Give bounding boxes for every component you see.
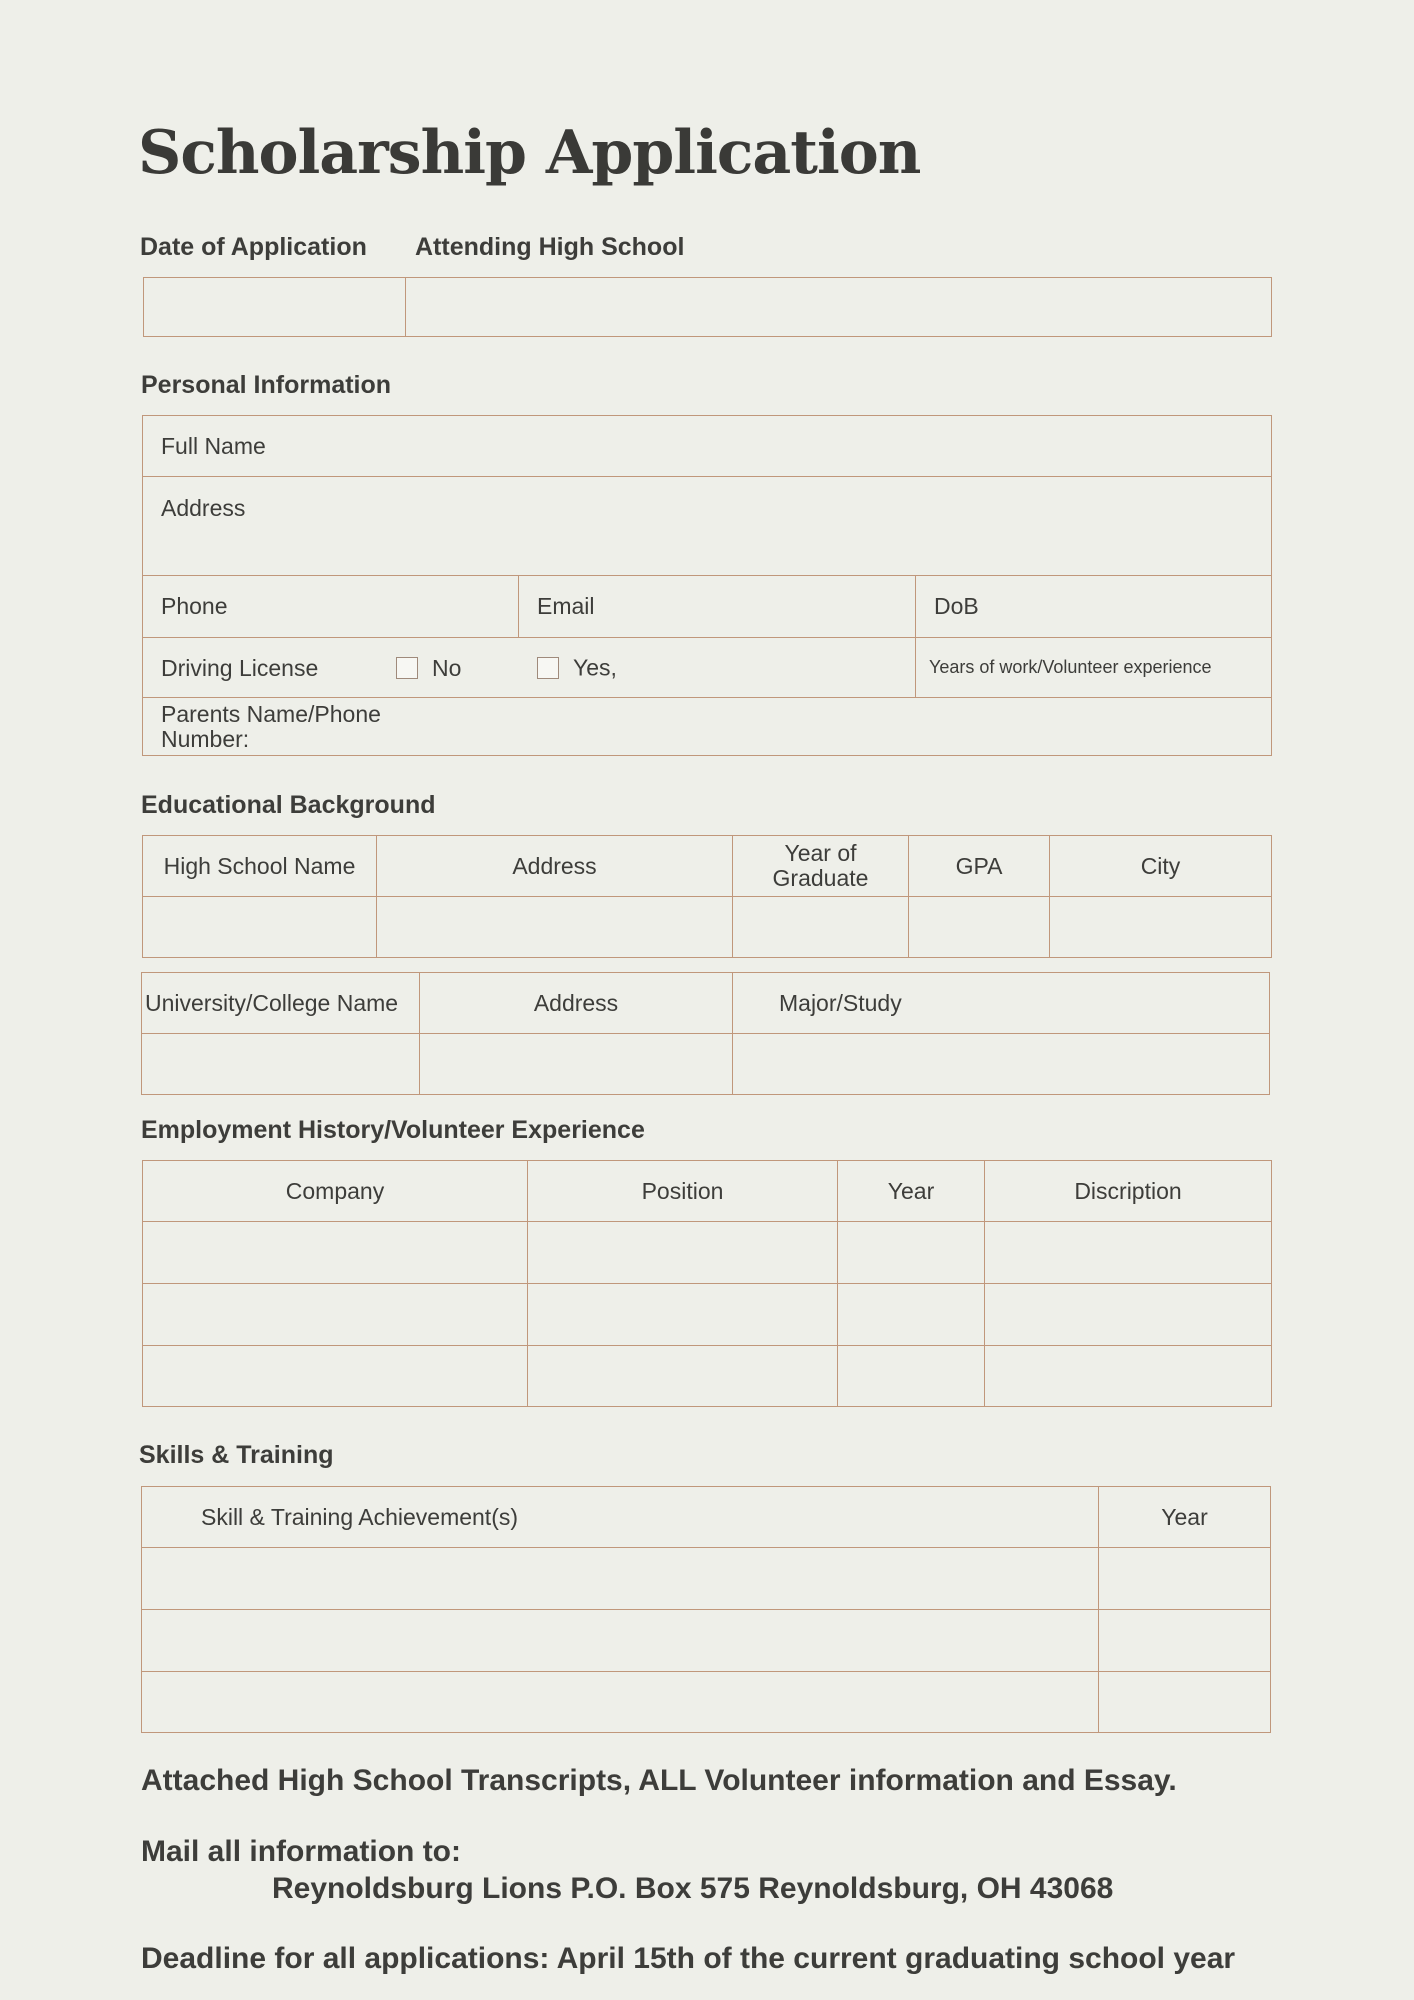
emp-company-cell[interactable] [143, 1346, 528, 1407]
years-experience-label: Years of work/Volunteer experience [929, 657, 1212, 677]
personal-information-heading: Personal Information [141, 371, 392, 399]
emp-company-cell[interactable] [143, 1284, 528, 1346]
skills-training-heading: Skills & Training [139, 1441, 334, 1469]
hs-col-address: Address [377, 836, 733, 897]
parents-label: Parents Name/Phone Number: [161, 700, 381, 752]
emp-col-year: Year [838, 1161, 985, 1222]
page-title: Scholarship Application [138, 118, 921, 188]
deadline-note: Deadline for all applications: April 15th of the current graduating school year [141, 1942, 1236, 1975]
yes-label: Yes, [573, 654, 617, 681]
uni-name-cell[interactable] [142, 1034, 420, 1095]
header-fields-table [143, 277, 1272, 337]
hs-col-year-of-graduate [733, 836, 909, 897]
dob-label: DoB [934, 593, 979, 619]
driving-license-label: Driving License [161, 654, 319, 681]
emp-year-cell[interactable] [838, 1284, 985, 1346]
hs-year-cell[interactable] [733, 897, 909, 958]
address-label: Address [161, 495, 246, 521]
yes-checkbox[interactable] [537, 657, 559, 679]
skills-table [141, 1486, 1271, 1733]
uni-major-cell[interactable] [733, 1034, 1270, 1095]
hs-address-cell[interactable] [377, 897, 733, 958]
email-label: Email [537, 593, 595, 619]
no-label: No [432, 654, 462, 681]
attending-high-school-label: Attending High School [415, 233, 685, 261]
dob-field[interactable] [916, 576, 1272, 638]
emp-description-cell[interactable] [985, 1284, 1272, 1346]
attachments-note: Attached High School Transcripts, ALL Volunteer information and Essay. [141, 1764, 1177, 1797]
emp-year-cell[interactable] [838, 1346, 985, 1407]
skill-achievement-cell[interactable] [142, 1672, 1099, 1733]
hs-col-city: City [1050, 836, 1272, 897]
emp-description-cell[interactable] [985, 1346, 1272, 1407]
emp-year-cell[interactable] [838, 1222, 985, 1284]
driving-license-field [143, 638, 916, 698]
skill-achievement-cell[interactable] [142, 1610, 1099, 1672]
no-checkbox[interactable] [396, 657, 418, 679]
employment-table [142, 1160, 1272, 1407]
table-row [142, 1548, 1271, 1610]
phone-label: Phone [161, 593, 228, 619]
emp-position-cell[interactable] [528, 1284, 838, 1346]
emp-col-company: Company [143, 1161, 528, 1222]
mail-to-label: Mail all information to: [141, 1835, 461, 1868]
table-row [142, 1672, 1271, 1733]
table-row [143, 1222, 1272, 1284]
skill-year-cell[interactable] [1099, 1672, 1271, 1733]
phone-field[interactable] [143, 576, 519, 638]
date-of-application-field[interactable] [144, 278, 406, 337]
parents-field[interactable] [143, 698, 1272, 756]
uni-col-name: University/College Name [142, 973, 420, 1034]
address-field[interactable] [143, 477, 1272, 576]
email-field[interactable] [519, 576, 916, 638]
mail-address: Reynoldsburg Lions P.O. Box 575 Reynoldsburg, OH 43068 [272, 1872, 1114, 1905]
emp-position-cell[interactable] [528, 1222, 838, 1284]
hs-gpa-cell[interactable] [909, 897, 1050, 958]
hs-col-high-school-name: High School Name [143, 836, 377, 897]
employment-history-heading: Employment History/Volunteer Experience [141, 1116, 645, 1144]
skill-achievement-cell[interactable] [142, 1548, 1099, 1610]
uni-col-address: Address [420, 973, 733, 1034]
table-row [142, 1610, 1271, 1672]
uni-address-cell[interactable] [420, 1034, 733, 1095]
educational-background-heading: Educational Background [141, 791, 436, 819]
emp-description-cell[interactable] [985, 1222, 1272, 1284]
hs-col-gpa: GPA [909, 836, 1050, 897]
university-table [141, 972, 1270, 1095]
full-name-label: Full Name [161, 432, 266, 459]
uni-col-major: Major/Study [733, 973, 1270, 1034]
skill-year-cell[interactable] [1099, 1610, 1271, 1672]
emp-position-cell[interactable] [528, 1346, 838, 1407]
year-of-graduate-label: Year of Graduate [772, 840, 869, 891]
date-of-application-label: Date of Application [140, 233, 367, 261]
hs-name-cell[interactable] [143, 897, 377, 958]
hs-city-cell[interactable] [1050, 897, 1272, 958]
attending-high-school-field[interactable] [406, 278, 1272, 337]
emp-company-cell[interactable] [143, 1222, 528, 1284]
emp-col-position: Position [528, 1161, 838, 1222]
emp-col-description: Discription [985, 1161, 1272, 1222]
skill-year-cell[interactable] [1099, 1548, 1271, 1610]
table-row [143, 1284, 1272, 1346]
table-row [143, 1346, 1272, 1407]
skills-col-year: Year [1099, 1487, 1271, 1548]
years-experience-field[interactable] [916, 638, 1272, 698]
personal-information-table [142, 415, 1272, 756]
high-school-table [142, 835, 1272, 958]
full-name-field[interactable] [143, 416, 1272, 477]
skills-col-achievement: Skill & Training Achievement(s) [142, 1487, 1099, 1548]
